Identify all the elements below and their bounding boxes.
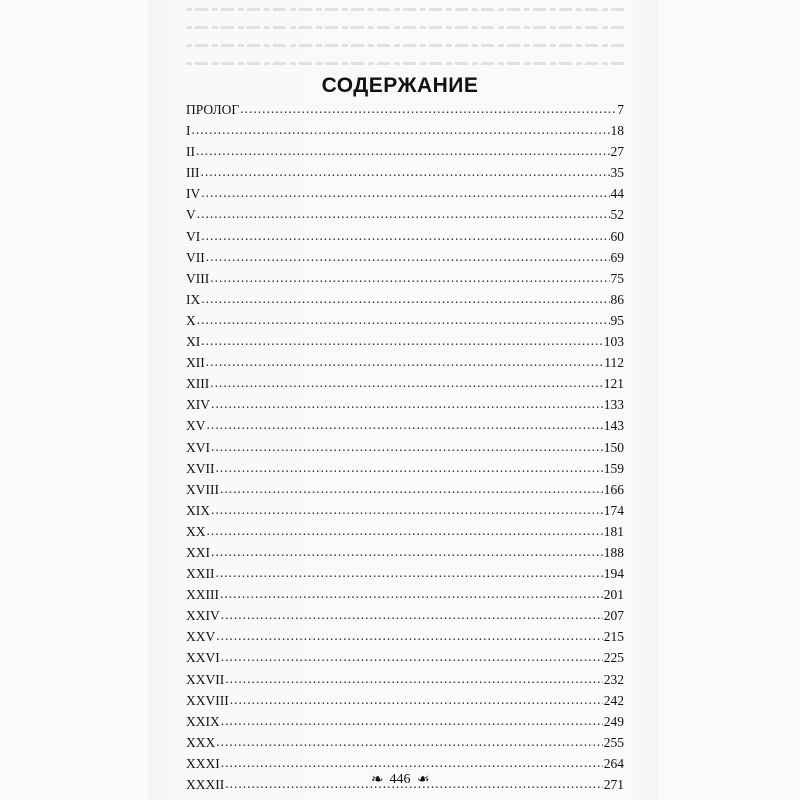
toc-entry xyxy=(186,647,624,668)
dot-leader xyxy=(206,351,604,372)
toc-entry-page: 150 xyxy=(603,439,624,455)
toc-entry xyxy=(186,437,624,458)
dot-leader xyxy=(221,604,603,625)
page-number: 446 xyxy=(389,772,411,787)
page-footer xyxy=(0,772,800,788)
dot-leader xyxy=(216,625,603,646)
toc-entry-label: XIII xyxy=(186,376,210,392)
dot-leader xyxy=(197,309,610,330)
dot-leader xyxy=(192,119,610,140)
toc-entry-label: XV xyxy=(186,418,206,434)
toc-entry-label: VIII xyxy=(186,270,210,286)
toc-entry-label: XVII xyxy=(186,460,215,476)
dot-leader xyxy=(201,288,609,309)
toc-entry xyxy=(186,289,624,310)
toc-entry-label: XX xyxy=(186,523,206,539)
dot-leader xyxy=(211,436,603,457)
toc-entry-label: XVIII xyxy=(186,481,219,497)
toc-entry xyxy=(186,753,624,774)
toc-entry xyxy=(186,626,624,647)
toc-entry xyxy=(186,373,624,394)
toc-entry xyxy=(186,669,624,690)
dot-leader xyxy=(211,393,603,414)
toc-entry-page: 242 xyxy=(603,692,624,708)
dot-leader xyxy=(230,689,603,710)
toc-entry-label: XXIV xyxy=(186,608,220,624)
dot-leader xyxy=(216,731,603,752)
toc-entry xyxy=(186,247,624,268)
dot-leader xyxy=(201,182,609,203)
toc-entry-page: 52 xyxy=(610,207,624,223)
toc-entry xyxy=(186,141,624,162)
toc-entry xyxy=(186,732,624,753)
toc-entry-page: 271 xyxy=(603,777,624,792)
toc-entry xyxy=(186,500,624,521)
toc-entry-page: 174 xyxy=(603,502,624,518)
toc-entry xyxy=(186,226,624,247)
toc-entry-label: XXIII xyxy=(186,587,219,603)
toc-entry-label: XII xyxy=(186,355,205,371)
toc-entry-page: 133 xyxy=(603,397,624,413)
toc-entry xyxy=(186,268,624,289)
toc-entry-label: II xyxy=(186,144,195,160)
toc-entry-page: 112 xyxy=(604,355,624,371)
toc-entry xyxy=(186,605,624,626)
toc-entry-label: XIX xyxy=(186,502,210,518)
toc-entry-page: 95 xyxy=(610,312,624,328)
toc-entry-label: XXXII xyxy=(186,777,225,792)
dot-leader xyxy=(201,161,610,182)
dot-leader xyxy=(206,246,610,267)
toc-entry-page: 225 xyxy=(603,650,624,666)
toc-entry-label: XXXI xyxy=(186,755,220,771)
toc-entry-label: VII xyxy=(186,249,205,265)
dot-leader xyxy=(207,414,603,435)
toc-entry-label: XXV xyxy=(186,629,216,645)
toc-entry xyxy=(186,331,624,352)
dot-leader xyxy=(216,562,603,583)
dot-leader xyxy=(201,225,609,246)
dot-leader xyxy=(201,330,603,351)
toc-entry-page: 35 xyxy=(610,165,624,181)
toc-entry-page: 215 xyxy=(603,629,624,645)
toc-entry-page: 166 xyxy=(603,481,624,497)
dot-leader xyxy=(197,203,610,224)
dot-leader xyxy=(221,710,603,731)
fleuron-icon: ❧ xyxy=(370,771,384,788)
toc-entry-label: XXVI xyxy=(186,650,220,666)
toc-entry-label: I xyxy=(186,123,191,139)
dot-leader xyxy=(211,499,603,520)
toc-entry-label: XI xyxy=(186,334,201,350)
toc-entry-label: XXX xyxy=(186,734,216,750)
table-of-contents xyxy=(186,99,624,795)
toc-entry xyxy=(186,394,624,415)
dot-leader xyxy=(216,457,603,478)
toc-entry-label: III xyxy=(186,165,200,181)
toc-entry-label: XVI xyxy=(186,439,210,455)
toc-entry xyxy=(186,120,624,141)
toc-entry-label: XXI xyxy=(186,544,210,560)
toc-entry-page: 86 xyxy=(610,291,624,307)
dot-leader xyxy=(210,372,603,393)
toc-entry xyxy=(186,542,624,563)
toc-entry-page: 159 xyxy=(603,460,624,476)
toc-entry xyxy=(186,479,624,500)
toc-entry-label: IV xyxy=(186,186,201,202)
dot-leader xyxy=(220,583,603,604)
toc-entry-page: 143 xyxy=(603,418,624,434)
toc-entry-label: XXII xyxy=(186,566,215,582)
toc-entry-page: 255 xyxy=(603,734,624,750)
toc-entry xyxy=(186,204,624,225)
toc-entry-page: 60 xyxy=(610,228,624,244)
toc-entry xyxy=(186,711,624,732)
toc-entry xyxy=(186,99,624,120)
toc-entry xyxy=(186,352,624,373)
toc-entry xyxy=(186,563,624,584)
toc-entry-page: 188 xyxy=(603,544,624,560)
dot-leader xyxy=(240,98,616,119)
toc-entry-label: X xyxy=(186,312,196,328)
toc-entry-page: 75 xyxy=(610,270,624,286)
dot-leader xyxy=(211,541,603,562)
dot-leader xyxy=(207,520,603,541)
toc-entry xyxy=(186,183,624,204)
toc-entry xyxy=(186,162,624,183)
toc-entry xyxy=(186,521,624,542)
toc-entry-label: XXVII xyxy=(186,671,225,687)
toc-entry-label: XXIX xyxy=(186,713,220,729)
dot-leader xyxy=(225,668,603,689)
dot-leader xyxy=(210,267,609,288)
toc-entry-label: XXVIII xyxy=(186,692,229,708)
toc-entry-page: 249 xyxy=(603,713,624,729)
toc-entry-page: 207 xyxy=(603,608,624,624)
toc-entry-page: 18 xyxy=(610,123,624,139)
dot-leader xyxy=(196,140,610,161)
toc-entry-page: 181 xyxy=(603,523,624,539)
toc-entry-page: 69 xyxy=(610,249,624,265)
toc-entry-page: 44 xyxy=(610,186,624,202)
toc-entry-page: 264 xyxy=(603,755,624,771)
toc-entry xyxy=(186,690,624,711)
fleuron-icon: ❧ xyxy=(416,771,430,788)
toc-entry-label: XIV xyxy=(186,397,210,413)
toc-entry xyxy=(186,310,624,331)
toc-entry-page: 201 xyxy=(603,587,624,603)
toc-entry xyxy=(186,458,624,479)
toc-entry-page: 27 xyxy=(610,144,624,160)
toc-entry xyxy=(186,415,624,436)
dot-leader xyxy=(220,478,603,499)
toc-entry-page: 103 xyxy=(603,334,624,350)
toc-entry-label: IX xyxy=(186,291,201,307)
toc-entry-page: 232 xyxy=(603,671,624,687)
toc-entry-label: V xyxy=(186,207,196,223)
toc-entry-page: 7 xyxy=(617,102,624,117)
toc-entry xyxy=(186,584,624,605)
page-title: СОДЕРЖАНИЕ xyxy=(321,74,479,98)
toc-entry-page: 194 xyxy=(603,566,624,582)
dot-leader xyxy=(221,646,603,667)
toc-entry-label: ПРОЛОГ xyxy=(186,102,240,117)
toc-entry-page: 121 xyxy=(603,376,624,392)
dot-leader xyxy=(221,752,603,773)
toc-entry-label: VI xyxy=(186,228,201,244)
